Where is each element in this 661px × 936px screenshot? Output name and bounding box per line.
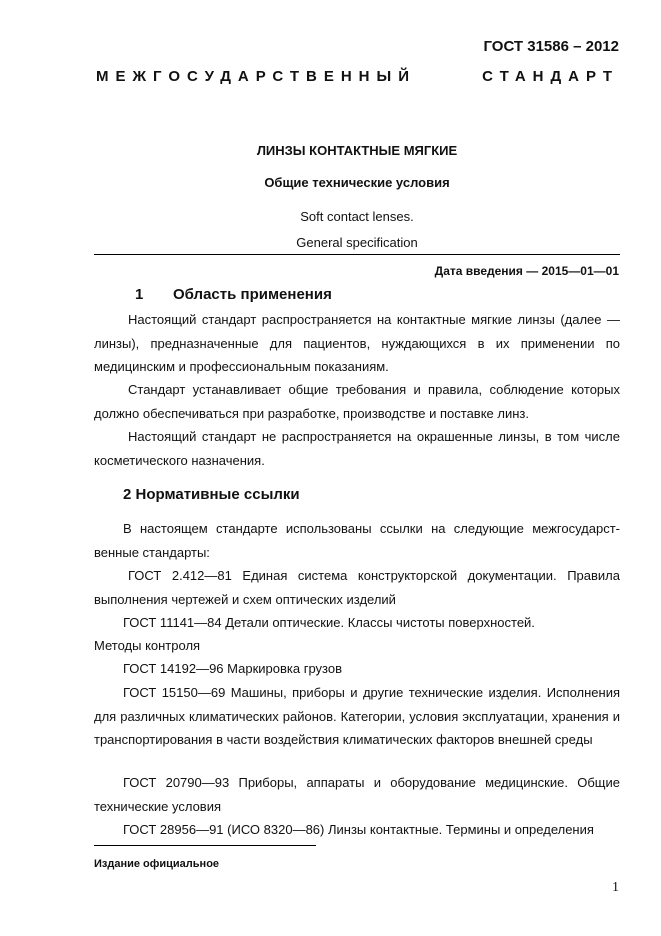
- document-title: ЛИНЗЫ КОНТАКТНЫЕ МЯГКИЕ: [256, 143, 458, 158]
- section-1-paragraph: Стандарт устанавливает общие требования и правила, соблюдение которых должно обеспечиваться при разработке, производстве и поставке линз.: [94, 382, 620, 421]
- reference-item: ГОСТ 15150—69 Машины, приборы и другие технические изделия. Исполнения для различных климатических районов. Категории, условия эксплуатации, хранения и транспортирования в части воздействия климатических факторов внешней среды: [94, 685, 620, 747]
- english-title-line-1: Soft contact lenses.: [300, 209, 414, 224]
- section-1-title: Область применения: [173, 286, 332, 303]
- page-number: 1: [612, 880, 619, 895]
- section-1-heading: [135, 286, 332, 303]
- header-interstate: МЕЖГОСУДАРСТВЕННЫЙ: [96, 68, 416, 85]
- standard-code: ГОСТ 31586 – 2012: [483, 38, 619, 55]
- section-1-paragraph: Настоящий стандарт распространяется на контактные мягкие линзы (далее — линзы), предназначенные для пациентов, нуждающихся в их применении по медицинским и профессиональным показаниям.: [94, 312, 620, 374]
- title-divider: [94, 254, 620, 255]
- section-2-heading: 2 Нормативные ссылки: [123, 486, 300, 503]
- document-subtitle: Общие технические условия: [264, 175, 450, 190]
- reference-item-continuation: Методы контроля: [94, 638, 201, 653]
- footer-divider: [94, 845, 316, 846]
- reference-item: ГОСТ 2.412—81 Единая система конструкторской документации. Правила выполнения чертежей и схем оптических изделий: [94, 568, 620, 607]
- official-edition-label: Издание официальное: [94, 858, 220, 870]
- introduction-date: Дата введения — 2015—01—01: [434, 264, 619, 278]
- reference-item: ГОСТ 28956—91 (ИСО 8320—86) Линзы контактные. Термины и определения: [123, 822, 594, 837]
- section-2-intro: В настоящем стандарте использованы ссылки на следующие межгосударст-венные стандарты:: [94, 521, 620, 560]
- section-1-paragraph: Настоящий стандарт не распространяется на окрашенные линзы, в том числе косметического назначения.: [94, 429, 620, 468]
- reference-item: ГОСТ 11141—84 Детали оптические. Классы чистоты поверхностей.: [123, 615, 535, 630]
- reference-item: ГОСТ 14192—96 Маркировка грузов: [123, 661, 342, 676]
- section-1-number: 1: [135, 286, 144, 303]
- header-standard: СТАНДАРТ: [482, 68, 619, 85]
- reference-item: ГОСТ 20790—93 Приборы, аппараты и оборудование медицинские. Общие технические условия: [94, 775, 620, 814]
- english-title-line-2: General specification: [296, 235, 418, 250]
